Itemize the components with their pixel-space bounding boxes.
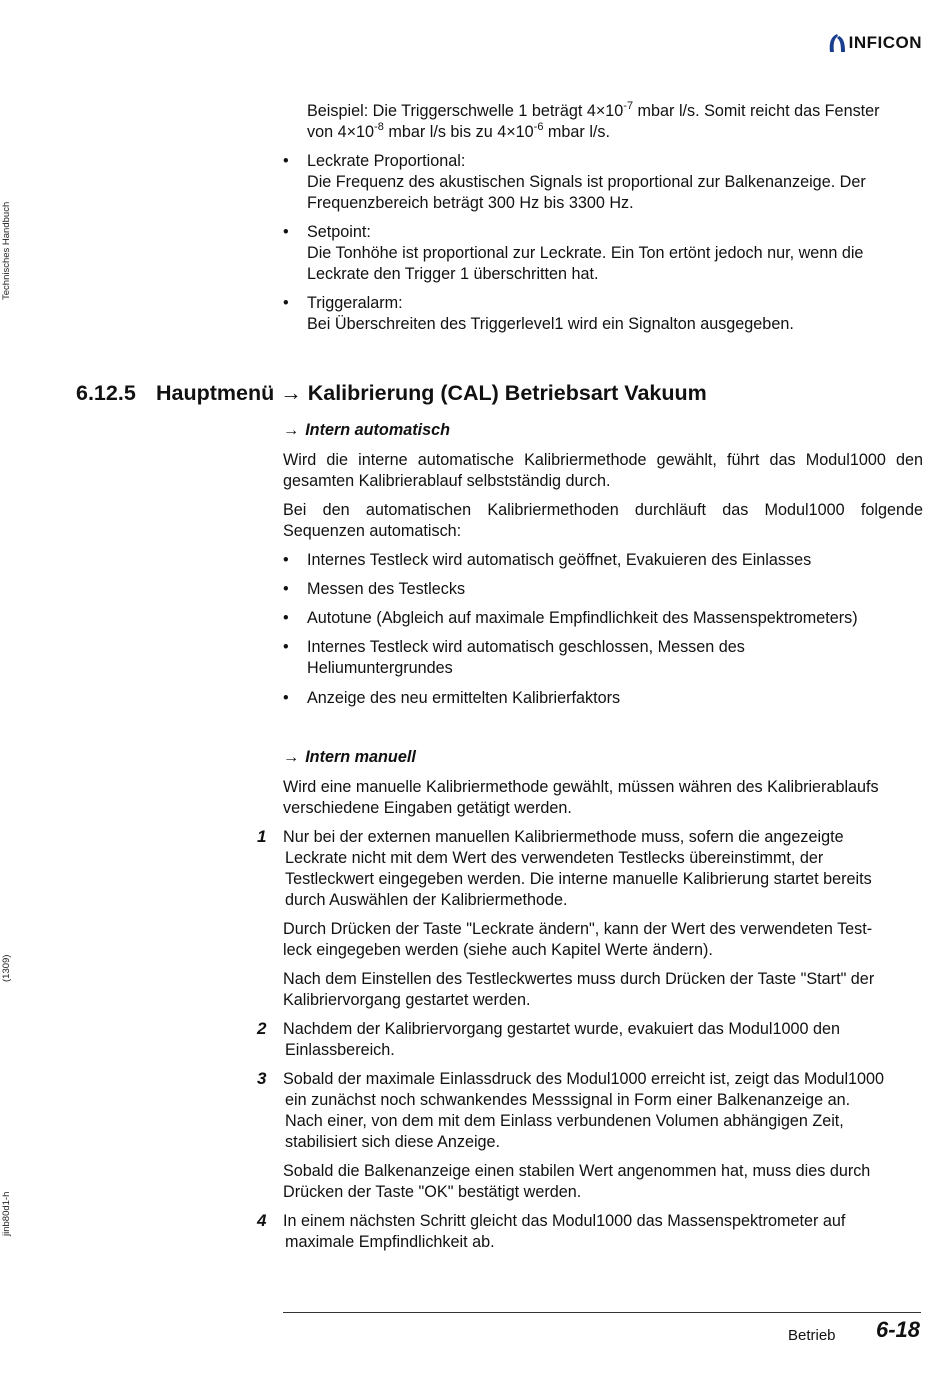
- bullet-dot: •: [283, 689, 289, 707]
- bullet-line: Internes Testleck wird automatisch geöffnet, Evakuieren des Einlasses: [307, 551, 812, 569]
- side-label-code: (1309): [1, 954, 12, 982]
- inficon-logo-mark-icon: [828, 33, 846, 53]
- bullet-line: Bei Überschreiten des Triggerlevel1 wird ein Signalton ausgegeben.: [307, 315, 794, 333]
- bullet-dot: •: [283, 152, 289, 170]
- arrow-icon: →: [283, 421, 300, 439]
- bullet-line: Die Tonhöhe ist proportional zur Leckrate. Ein Ton ertönt jedoch nur, wenn die: [307, 244, 864, 262]
- step-line: In einem nächsten Schritt gleicht das Modul1000 das Massenspektrometer auf: [283, 1212, 846, 1230]
- subheading-auto: → Intern automatisch: [283, 421, 450, 439]
- arrow-icon: →: [280, 381, 302, 405]
- step-number: 2: [257, 1019, 267, 1038]
- paragraph-line: Wird eine manuelle Kalibriermethode gewählt, müssen währen des Kalibrierablaufs: [283, 778, 879, 796]
- paragraph-line: gesamten Kalibrierablauf selbstständig durch.: [283, 472, 611, 490]
- logo-text: INFICON: [848, 33, 922, 52]
- step-line: ein zunächst noch schwankendes Messsignal in Form einer Balkenanzeige an.: [285, 1091, 851, 1109]
- step-number: 3: [257, 1069, 267, 1088]
- bullet-line: Heliumuntergrundes: [307, 659, 453, 677]
- step-line: Testleckwert eingegeben werden. Die interne manuelle Kalibrierung startet bereits: [285, 870, 872, 888]
- section-title-b: Kalibrierung (CAL) Betriebsart Vakuum: [307, 381, 707, 405]
- step-line: Sobald der maximale Einlassdruck des Modul1000 erreicht ist, zeigt das Modul1000: [283, 1070, 885, 1088]
- footer-section-name: Betrieb: [788, 1327, 836, 1344]
- bullet-dot: •: [283, 638, 289, 656]
- step-line: leck eingegeben werden (siehe auch Kapitel Werte ändern).: [283, 941, 713, 959]
- bullet-line: Messen des Testlecks: [307, 580, 466, 598]
- section-heading: [76, 383, 707, 404]
- step-line: Nur bei der externen manuellen Kalibriermethode muss, sofern die angezeigte: [283, 828, 844, 846]
- step-line: Sobald die Balkenanzeige einen stabilen Wert angenommen hat, muss dies durch: [283, 1162, 871, 1180]
- bullet-dot: •: [283, 223, 289, 241]
- inficon-logo: [828, 32, 922, 53]
- step-line: Nach einer, von dem mit dem Einlass verbundenen Volumen abhängigen Zeit,: [285, 1112, 844, 1130]
- bullet-line: Die Frequenz des akustischen Signals ist proportional zur Balkenanzeige. Der: [307, 173, 866, 191]
- side-label-manual: Technisches Handbuch: [1, 201, 12, 300]
- bullet-dot: •: [283, 609, 289, 627]
- footer-page-number: 6-18: [876, 1317, 921, 1342]
- bullet-line: Frequenzbereich beträgt 300 Hz bis 3300 Hz.: [307, 194, 634, 212]
- step-line: Durch Drücken der Taste "Leckrate ändern", kann der Wert des verwendeten Test-: [283, 920, 873, 938]
- step-number: 1: [257, 827, 267, 846]
- paragraph-line: Wird die interne automatische Kalibriermethode gewählt, führt das Modul1000 den: [283, 451, 923, 469]
- bullet-title: Triggeralarm:: [307, 294, 403, 312]
- bullet-line: Anzeige des neu ermittelten Kalibrierfaktors: [307, 689, 621, 707]
- step-line: Einlassbereich.: [285, 1041, 395, 1059]
- bullet-title: Setpoint:: [307, 223, 371, 241]
- step-line: Kalibriervorgang gestartet werden.: [283, 991, 531, 1009]
- intro-line-1: Beispiel: Die Triggerschwelle 1 beträgt $4\times 10^{-7}$ mbar l/s. Somit reicht das Fenster: [307, 100, 880, 120]
- step-line: Leckrate nicht mit dem Wert des verwendeten Testlecks übereinstimmt, der: [285, 849, 824, 867]
- bullet-dot: •: [283, 294, 289, 312]
- bullet-line: Internes Testleck wird automatisch geschlossen, Messen des: [307, 638, 745, 656]
- step-number: 4: [257, 1211, 267, 1230]
- step-line: maximale Empfindlichkeit ab.: [285, 1233, 495, 1251]
- side-label-docid: jinb80d1-h: [1, 1191, 12, 1236]
- step-line: Nach dem Einstellen des Testleckwertes muss durch Drücken der Taste "Start" der: [283, 970, 875, 988]
- paragraph-line: Bei den automatischen Kalibriermethoden durchläuft das Modul1000 folgende: [283, 501, 923, 519]
- arrow-icon: →: [283, 748, 300, 766]
- step-line: Nachdem der Kalibriervorgang gestartet wurde, evakuiert das Modul1000 den: [283, 1020, 840, 1038]
- bullet-dot: •: [283, 551, 289, 569]
- section-title-a: Hauptmenü: [156, 381, 275, 405]
- subheading-manual: → Intern manuell: [283, 748, 416, 766]
- bullet-line: Leckrate den Trigger 1 überschritten hat.: [307, 265, 599, 283]
- footer-rule: [283, 1312, 921, 1313]
- intro-line-2: von $4\times 10^{-8}$ mbar l/s bis zu $4\times 10^{-6}$ mbar l/s.: [307, 121, 610, 141]
- paragraph-line: verschiedene Eingaben getätigt werden.: [283, 799, 572, 817]
- step-line: Drücken der Taste "OK" bestätigt werden.: [283, 1183, 582, 1201]
- paragraph-line: Sequenzen automatisch:: [283, 522, 462, 540]
- bullet-line: Autotune (Abgleich auf maximale Empfindlichkeit des Massenspektrometers): [307, 609, 858, 627]
- step-line: stabilisiert sich diese Anzeige.: [285, 1133, 501, 1151]
- section-number: 6.12.5: [76, 381, 136, 405]
- bullet-dot: •: [283, 580, 289, 598]
- bullet-title: Leckrate Proportional:: [307, 152, 466, 170]
- step-line: durch Auswählen der Kalibriermethode.: [285, 891, 568, 909]
